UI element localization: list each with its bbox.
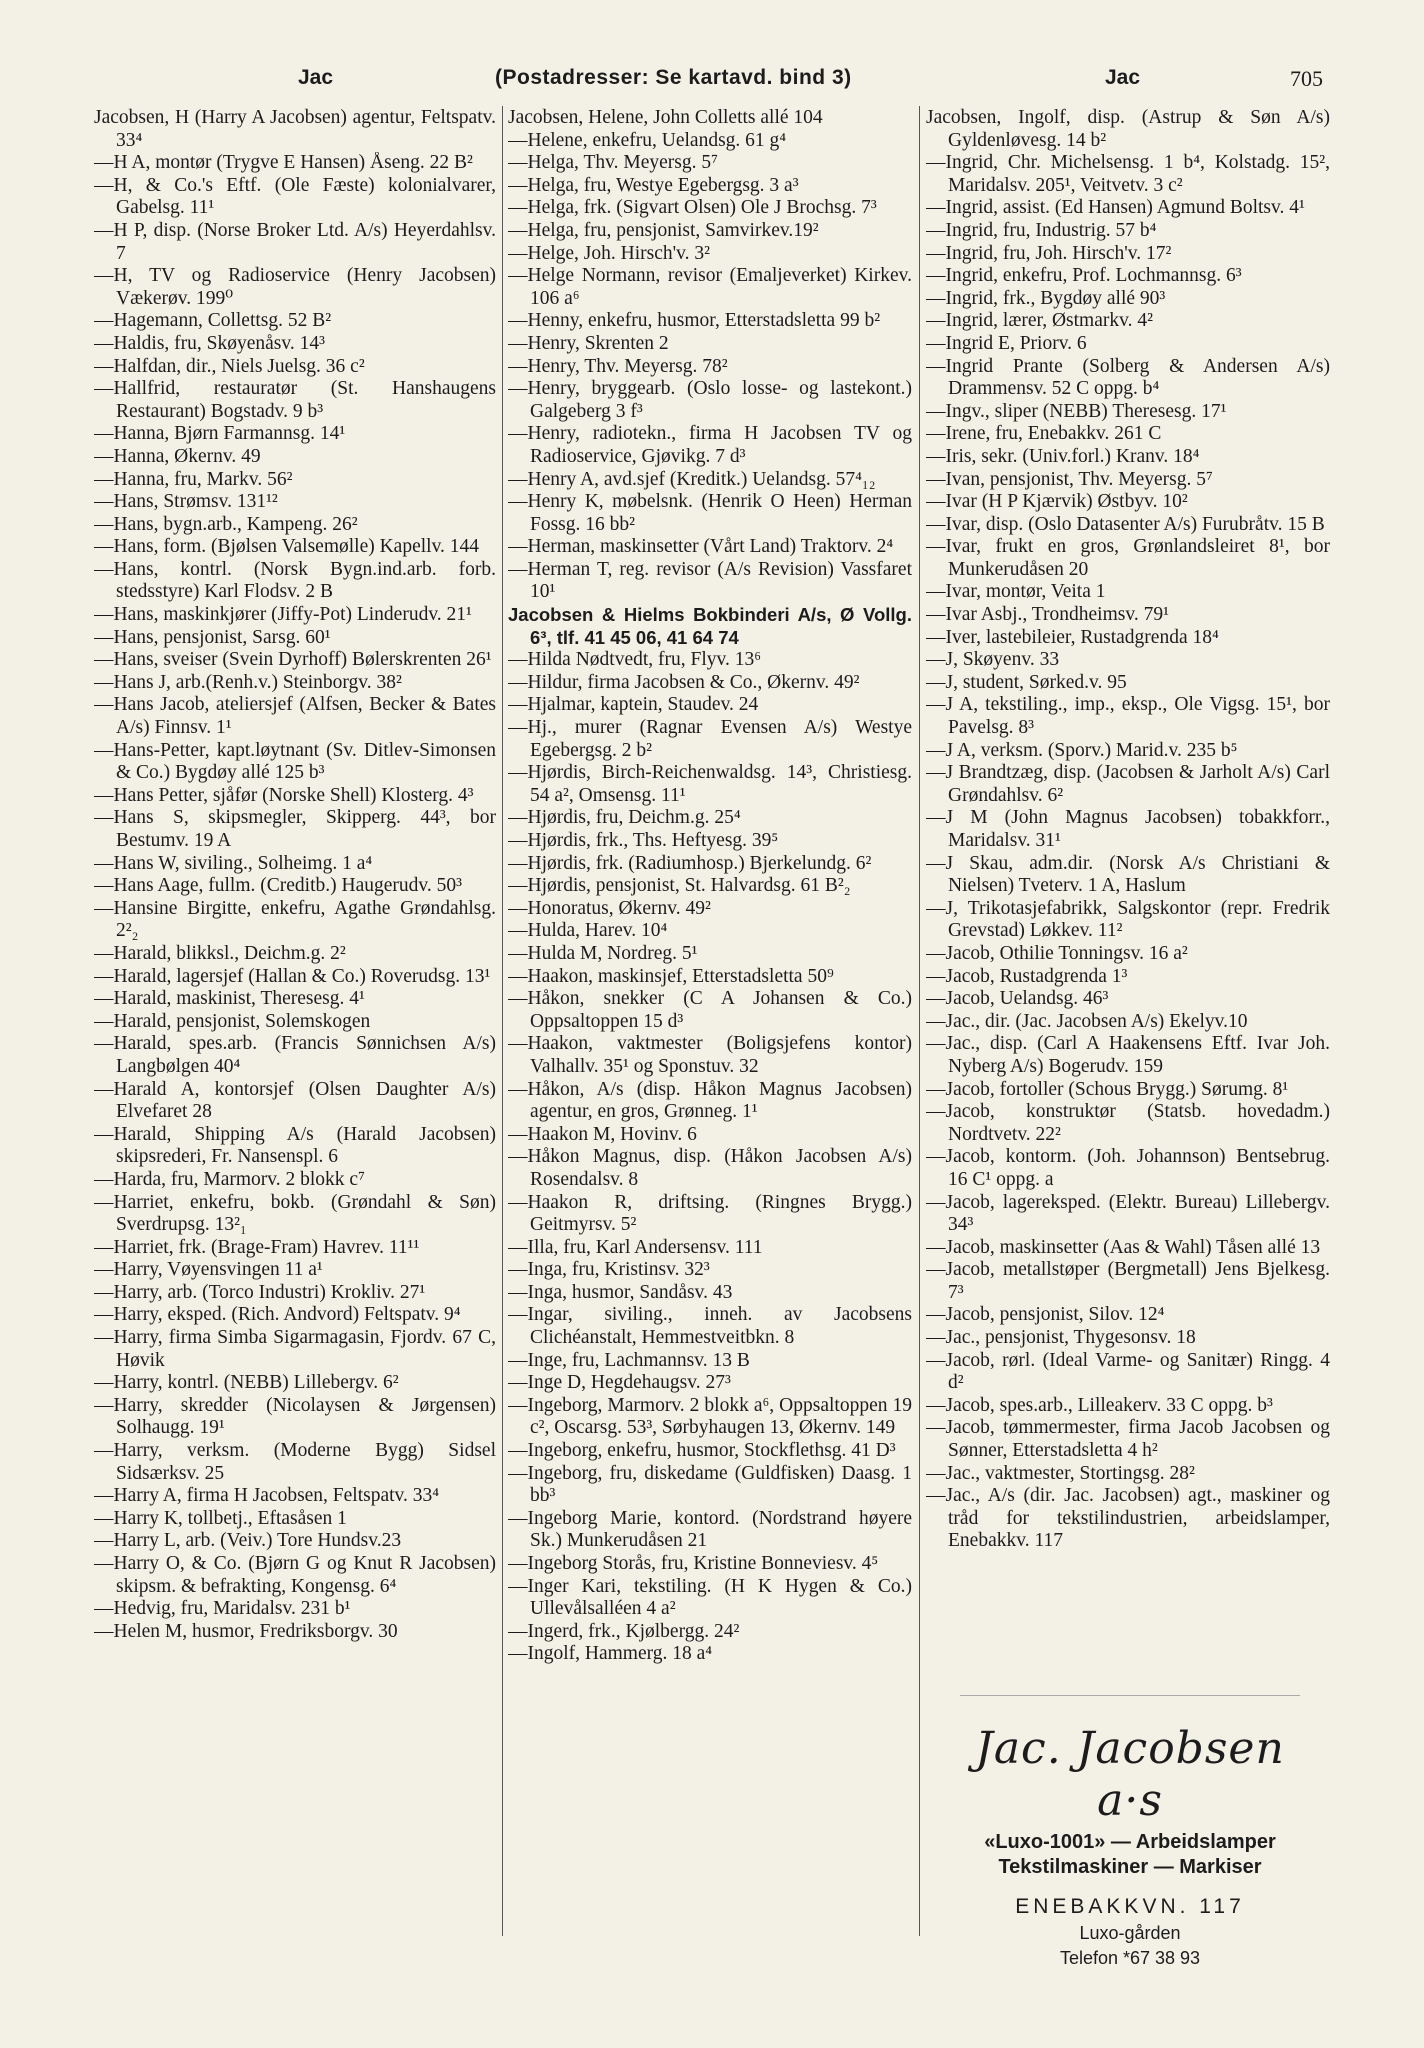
directory-entry: —Jacob, Uelandsg. 46³ (926, 988, 1109, 1010)
directory-entry: —Jacob, lagereksped. (Elektr. Bureau) Lillebergv. 34³ (926, 1191, 1330, 1236)
directory-entry: —Ivan, pensjonist, Thv. Meyersg. 5⁷ (926, 468, 1213, 490)
directory-entry: —Illa, fru, Karl Andersensv. 111 (508, 1236, 763, 1258)
directory-entry: —Hans, kontrl. (Norsk Bygn.ind.arb. forb. stedsstyre) Karl Flodsv. 2 B (94, 558, 496, 603)
directory-entry: —J, Skøyenv. 33 (926, 649, 1060, 671)
directory-entry: —Haakon, maskinsjef, Etterstadsletta 50⁹ (508, 965, 834, 987)
directory-entry: —Jac., A/s (dir. Jac. Jacobsen) agt., maskiner og tråd for tekstilindustrien, arbeidslamper, Enebakkv. 117 (926, 1485, 1330, 1552)
directory-entry: —Hans, maskinkjører (Jiffy-Pot) Linderudv. 21¹ (94, 604, 472, 626)
directory-entry: —Harald, lagersjef (Hallan & Co.) Roverudsg. 13¹ (94, 965, 491, 987)
directory-entry: —Jac., vaktmester, Stortingsg. 28² (926, 1462, 1195, 1484)
directory-entry: —Ingrid, enkefru, Prof. Lochmannsg. 6³ (926, 265, 1242, 287)
directory-entry: —Jacob, pensjonist, Silov. 12⁴ (926, 1304, 1165, 1326)
directory-entry: —Hans S, skipsmegler, Skipperg. 44³, bor Bestumv. 19 A (94, 807, 496, 851)
directory-entry: —Hjørdis, frk., Ths. Heftyesg. 39⁵ (508, 830, 779, 851)
directory-entry: —Helge Normann, revisor (Emaljeverket) Kirkev. 106 a⁶ (508, 265, 912, 309)
directory-entry: —Helga, fru, pensjonist, Samvirkev.19² (508, 219, 819, 241)
directory-entry: —Hans, bygn.arb., Kampeng. 26² (94, 513, 358, 535)
directory-entry: —Jacob, tømmermester, firma Jacob Jacobsen og Sønner, Etterstadsletta 4 h² (926, 1417, 1330, 1462)
directory-entry: —Henry, bryggearb. (Oslo losse- og lastekont.) Galgeberg 3 f³ (508, 378, 912, 422)
advertisement-phone: Telefon *67 38 93 (1059, 1948, 1201, 1968)
directory-entry: —Inge, fru, Lachmannsv. 13 B (508, 1349, 750, 1371)
directory-entry: —Harald, pensjonist, Solemskogen (94, 1010, 371, 1032)
directory-entry: —Henry A, avd.sjef (Kreditk.) Uelandsg. 57⁴₁₂ (508, 468, 876, 490)
directory-entry: —Jac., dir. (Jac. Jacobsen A/s) Ekelyv.10 (926, 1010, 1248, 1032)
directory-entry: —Hjørdis, frk. (Radiumhosp.) Bjerkelundg. 6² (508, 852, 872, 874)
directory-entry: —Jac., disp. (Carl A Haakensens Eftf. Ivar Joh. Nyberg A/s) Bogerudv. 159 (926, 1033, 1330, 1077)
directory-entry: —Ingrid, fru, Industrig. 57 b⁴ (926, 219, 1157, 241)
directory-entry: —H, TV og Radioservice (Henry Jacobsen) Vækerøv. 199⁰ (94, 265, 496, 309)
directory-entry: —Ingrid Prante (Solberg & Andersen A/s) Drammensv. 52 C oppg. b⁴ (926, 355, 1330, 400)
directory-entry: Jacobsen, H (Harry A Jacobsen) agentur, Feltspatv. 33⁴ (94, 107, 496, 151)
directory-entry: —Jacob, kontorm. (Joh. Johannson) Bentsebrug. 16 C¹ oppg. a (926, 1146, 1330, 1190)
directory-entry: —Harriet, enkefru, bokb. (Grøndahl & Søn) Sverdrupsg. 13²₁ (94, 1191, 496, 1236)
directory-entry: —Jacob, konstruktør (Statsb. hovedadm.) Nordtvetv. 22² (926, 1101, 1330, 1145)
directory-entry: —Hanna, fru, Markv. 56² (94, 468, 293, 490)
directory-entry: —Hulda M, Nordreg. 5¹ (508, 942, 698, 964)
directory-entry: —Ingeborg, fru, diskedame (Guldfisken) Daasg. 1 bb³ (508, 1462, 912, 1507)
directory-entry: —Iver, lastebileier, Rustadgrenda 18⁴ (926, 626, 1219, 648)
directory-entry: —Henry, radiotekn., firma H Jacobsen TV og Radioservice, Gjøvikg. 7 d³ (508, 423, 912, 467)
directory-entry: —Helga, fru, Westye Egebergsg. 3 a³ (508, 174, 799, 196)
directory-entry: —Hans, Strømsv. 131¹² (94, 491, 278, 513)
advertisement-product-line-2: Tekstilmaskiner — Markiser (998, 1856, 1262, 1878)
advertisement-product-line: «Luxo-1001» — Arbeidslamper (984, 1831, 1276, 1853)
directory-entry: —Ingv., sliper (NEBB) Theresesg. 17¹ (926, 400, 1227, 422)
directory-entry: —Hanna, Økernv. 49 (94, 445, 261, 467)
directory-entry: —Jacob, fortoller (Schous Brygg.) Sørumg. 8¹ (926, 1078, 1289, 1100)
directory-entry: —Hanna, Bjørn Farmannsg. 14¹ (94, 423, 346, 445)
directory-entry: —Harald, blikksl., Deichm.g. 2² (94, 942, 346, 964)
directory-entry: —Håkon, A/s (disp. Håkon Magnus Jacobsen) agentur, en gros, Grønneg. 1¹ (508, 1078, 912, 1123)
directory-entry: —Hulda, Harev. 10⁴ (508, 920, 668, 942)
directory-entry: —Harry, kontrl. (NEBB) Lillebergv. 6² (94, 1372, 399, 1394)
directory-entry: —Harda, fru, Marmorv. 2 blokk c⁷ (94, 1168, 365, 1190)
directory-entry: —Henry K, møbelsnk. (Henrik O Heen) Herman Fossg. 16 bb² (508, 491, 912, 535)
directory-entry: Jacobsen, Ingolf, disp. (Astrup & Søn A/s) Gyldenløvesg. 14 b² (926, 107, 1330, 151)
directory-entry: —Hansine Birgitte, enkefru, Agathe Grøndahlsg. 2²₂ (94, 897, 496, 942)
directory-entry: —Harry A, firma H Jacobsen, Feltspatv. 33⁴ (94, 1485, 440, 1507)
column-divider (502, 106, 503, 1936)
directory-entry: —Harry O, & Co. (Bjørn G og Knut R Jacobsen) skipsm. & befrakting, Kongensg. 6⁴ (94, 1553, 496, 1597)
directory-entry: —Ingrid E, Priorv. 6 (926, 332, 1087, 354)
directory-entry: —Jacob, maskinsetter (Aas & Wahl) Tåsen allé 13 (926, 1236, 1321, 1258)
directory-entry: —Håkon Magnus, disp. (Håkon Jacobsen A/s) Rosendalsv. 8 (508, 1146, 912, 1190)
directory-entry: —J A, verksm. (Sporv.) Marid.v. 235 b⁵ (926, 739, 1238, 761)
directory-entry: —Helge, Joh. Hirsch'v. 3² (508, 242, 710, 264)
directory-entry: —Håkon, snekker (C A Johansen & Co.) Oppsaltoppen 15 d³ (508, 988, 912, 1032)
directory-entry: —Harald, Shipping A/s (Harald Jacobsen) skipsrederi, Fr. Nansenspl. 6 (94, 1123, 496, 1168)
directory-entry: —Harry, skredder (Nicolaysen & Jørgensen) Solhaugg. 19¹ (94, 1394, 496, 1439)
advertisement-divider (960, 1695, 1300, 1696)
directory-entry: Jacobsen & Hielms Bokbinderi A/s, Ø Vollg. 6³, tlf. 41 45 06, 41 64 74 (508, 604, 912, 648)
directory-entry: —Inga, fru, Kristinsv. 32³ (508, 1259, 710, 1281)
directory-column-2 (508, 107, 912, 1937)
directory-entry: —Harald A, kontorsjef (Olsen Daughter A/s) Elvefaret 28 (94, 1078, 496, 1123)
directory-entry: —Jacob, rørl. (Ideal Varme- og Sanitær) Ringg. 4 d² (926, 1349, 1330, 1394)
directory-entry: —Hjørdis, Birch-Reichenwaldsg. 14³, Christiesg. 54 a², Omsensg. 11¹ (508, 762, 912, 806)
directory-entry: —Henny, enkefru, husmor, Etterstadsletta 99 b² (508, 310, 881, 332)
directory-entry: —Harry, eksped. (Rich. Andvord) Feltspatv. 9⁴ (94, 1304, 461, 1326)
page-header (0, 66, 1424, 106)
directory-entry: —Hans, form. (Bjølsen Valsemølle) Kapellv. 144 (94, 536, 480, 558)
directory-entry: —Hilda Nødtvedt, fru, Flyv. 13⁶ (508, 649, 762, 671)
page-number: 705 (1290, 66, 1323, 91)
directory-entry: —Harry, verksm. (Moderne Bygg) Sidsel Sidsærksv. 25 (94, 1440, 496, 1484)
directory-entry: —Hjørdis, pensjonist, St. Halvardsg. 61 B²₂ (508, 875, 851, 897)
directory-entry: —Ingrid, frk., Bygdøy allé 90³ (926, 287, 1166, 309)
directory-entry: —Hans Aage, fullm. (Creditb.) Haugerudv. 50³ (94, 875, 462, 897)
directory-entry: Jacobsen, Helene, John Colletts allé 104 (508, 107, 823, 128)
directory-entry: —Harry, arb. (Torco Industri) Krokliv. 27¹ (94, 1281, 426, 1303)
advertisement-logo: Jac. Jacobsen a·s (975, 1723, 1285, 1826)
directory-entry: —Ivar, montør, Veita 1 (926, 581, 1106, 603)
directory-entry: —Haakon R, driftsing. (Ringnes Brygg.) Geitmyrsv. 5² (508, 1191, 912, 1236)
directory-entry: —Helen M, husmor, Fredriksborgv. 30 (94, 1620, 398, 1642)
directory-entry: —Hans, sveiser (Svein Dyrhoff) Bølerskrenten 26¹ (94, 649, 492, 671)
directory-entry: —Jac., pensjonist, Thygesonsv. 18 (926, 1327, 1196, 1349)
header-postal-note: (Postadresser: Se kartavd. bind 3) (495, 66, 852, 89)
directory-entry: —J M (John Magnus Jacobsen) tobakkforr., Maridalsv. 31¹ (926, 807, 1330, 851)
directory-entry: —Haakon, vaktmester (Boligsjefens kontor) Valhallv. 35¹ og Sponstuv. 32 (508, 1033, 912, 1077)
directory-entry: —Hans-Petter, kapt.løytnant (Sv. Ditlev-Simonsen & Co.) Bygdøy allé 125 b³ (94, 739, 496, 784)
directory-entry: —J Skau, adm.dir. (Norsk A/s Christiani & Nielsen) Tveterv. 1 A, Haslum (926, 852, 1330, 897)
directory-entry: —Iris, sekr. (Univ.forl.) Kranv. 18⁴ (926, 445, 1200, 467)
directory-entry: —Hans J, arb.(Renh.v.) Steinborgv. 38² (94, 671, 402, 693)
directory-entry: —H, & Co.'s Eftf. (Ole Fæste) kolonialvarer, Gabelsg. 11¹ (94, 174, 496, 219)
directory-entry: —Ingrid, lærer, Østmarkv. 4² (926, 310, 1153, 332)
directory-entry: —Honoratus, Økernv. 49² (508, 897, 711, 919)
directory-entry: —Ingrid, assist. (Ed Hansen) Agmund Boltsv. 4¹ (926, 197, 1305, 219)
advertisement-address: ENEBAKKVN. 117 (1015, 1895, 1245, 1918)
directory-entry: —Helga, frk. (Sigvart Olsen) Ole J Brochsg. 7³ (508, 197, 877, 219)
directory-entry: —Ingar, siviling., inneh. av Jacobsens Clichéanstalt, Hemmestveitbkn. 8 (508, 1304, 912, 1349)
directory-entry: —Hjørdis, fru, Deichm.g. 25⁴ (508, 807, 741, 829)
directory-entry: —Ivar, frukt en gros, Grønlandsleiret 8¹, bor Munkerudåsen 20 (926, 536, 1330, 580)
directory-entry: —Harriet, frk. (Brage-Fram) Havrev. 11¹¹ (94, 1236, 420, 1258)
directory-entry: —Inga, husmor, Sandåsv. 43 (508, 1281, 733, 1303)
directory-entry: —H P, disp. (Norse Broker Ltd. A/s) Heyerdahlsv. 7 (94, 219, 496, 264)
directory-entry: —Inge D, Hegdehaugsv. 27³ (508, 1372, 731, 1394)
directory-entry: —Ingeborg, Marmorv. 2 blokk a⁶, Oppsaltoppen 19 c², Oscarsg. 53³, Sørbyhaugen 13, Økernv. 149 (508, 1394, 912, 1439)
directory-entry: —Hildur, firma Jacobsen & Co., Økernv. 49² (508, 671, 860, 693)
directory-entry: —Ingeborg Marie, kontord. (Nordstrand høyere Sk.) Munkerudåsen 21 (508, 1507, 912, 1552)
directory-entry: —Irene, fru, Enebakkv. 261 C (926, 423, 1162, 445)
directory-entry: —Hedvig, fru, Maridalsv. 231 b¹ (94, 1598, 351, 1620)
advertisement (935, 1715, 1325, 1968)
directory-entry: —Ingolf, Hammerg. 18 a⁴ (508, 1643, 713, 1665)
advertisement-place: Luxo-gården (1079, 1923, 1181, 1943)
directory-entry: —Hans, pensjonist, Sarsg. 60¹ (94, 626, 331, 648)
directory-entry: —Harald, maskinist, Theresesg. 4¹ (94, 988, 365, 1010)
directory-entry: —Henry, Thv. Meyersg. 78² (508, 355, 728, 377)
directory-entry: —Hans Petter, sjåfør (Norske Shell) Klosterg. 4³ (94, 784, 474, 806)
directory-entry: —Hagemann, Collettsg. 52 B² (94, 310, 332, 332)
directory-entry: —Haakon M, Hovinv. 6 (508, 1123, 697, 1145)
directory-entry: —Ingrid, Chr. Michelsensg. 1 b⁴, Kolstadg. 15², Maridalsv. 205¹, Veitvetv. 3 c² (926, 152, 1330, 196)
directory-entry: —J, student, Sørked.v. 95 (926, 671, 1127, 693)
directory-entry: —Ivar (H P Kjærvik) Østbyv. 10² (926, 491, 1188, 513)
directory-entry: —Ingerd, frk., Kjølbergg. 24² (508, 1620, 740, 1642)
directory-entry: —Herman, maskinsetter (Vårt Land) Traktorv. 2⁴ (508, 536, 894, 558)
directory-entry: —Hans W, siviling., Solheimg. 1 a⁴ (94, 852, 373, 874)
directory-entry: —Jacob, spes.arb., Lilleakerv. 33 C oppg. b³ (926, 1394, 1273, 1416)
directory-entry: —Helga, Thv. Meyersg. 5⁷ (508, 152, 718, 174)
directory-column-1 (94, 107, 496, 1937)
column-divider (919, 106, 920, 1936)
directory-entry: —Harry, firma Simba Sigarmagasin, Fjordv. 67 C, Høvik (94, 1327, 496, 1371)
directory-column-3 (926, 107, 1330, 1937)
directory-entry: —J Brandtzæg, disp. (Jacobsen & Jarholt A/s) Carl Grøndahlsv. 6² (926, 762, 1330, 806)
directory-entry: —Jacob, metallstøper (Bergmetall) Jens Bjelkesg. 7³ (926, 1259, 1330, 1303)
directory-entry: —Herman T, reg. revisor (A/s Revision) Vassfaret 10¹ (508, 558, 912, 603)
directory-entry: —Harry, Vøyensvingen 11 a¹ (94, 1259, 323, 1281)
directory-entry: —Hallfrid, restauratør (St. Hanshaugens Restaurant) Bogstadv. 9 b³ (94, 378, 496, 422)
directory-entry: —Ingeborg Storås, fru, Kristine Bonneviesv. 4⁵ (508, 1553, 879, 1574)
directory-entry: —Jacob, Rustadgrenda 1³ (926, 965, 1128, 987)
directory-entry: —Henry, Skrenten 2 (508, 332, 669, 354)
header-left-keyword: Jac (298, 66, 334, 89)
directory-entry: —H A, montør (Trygve E Hansen) Åseng. 22 B² (94, 152, 473, 174)
directory-entry: —Jacob, Othilie Tonningsv. 16 a² (926, 942, 1188, 964)
directory-entry: —Ingeborg, enkefru, husmor, Stockflethsg. 41 D³ (508, 1440, 896, 1462)
directory-entry: —Helene, enkefru, Uelandsg. 61 g⁴ (508, 129, 787, 151)
directory-entry: —Hj., murer (Ragnar Evensen A/s) Westye Egebergsg. 2 b² (508, 717, 912, 761)
directory-entry: —Ivar, disp. (Oslo Datasenter A/s) Furubråtv. 15 B (926, 513, 1325, 535)
directory-entry: —Harry K, tollbetj., Eftasåsen 1 (94, 1507, 347, 1529)
directory-entry: —Harry L, arb. (Veiv.) Tore Hundsv.23 (94, 1530, 402, 1552)
header-right-keyword: Jac (1105, 66, 1141, 89)
directory-entry: —Ivar Asbj., Trondheimsv. 79¹ (926, 604, 1169, 626)
directory-entry: —Ingrid, fru, Joh. Hirsch'v. 17² (926, 242, 1172, 264)
directory-entry: —Halfdan, dir., Niels Juelsg. 36 c² (94, 355, 365, 377)
directory-entry: —J, Trikotasjefabrikk, Salgskontor (repr. Fredrik Grevstad) Løkkev. 11² (926, 897, 1330, 942)
directory-entry: —Hjalmar, kaptein, Staudev. 24 (508, 694, 759, 716)
directory-entry: —Hans Jacob, ateliersjef (Alfsen, Becker & Bates A/s) Finnsv. 1¹ (94, 694, 496, 739)
directory-entry: —Inger Kari, tekstiling. (H K Hygen & Co.) Ullevålsalléen 4 a² (508, 1575, 912, 1620)
directory-entry: —Harald, spes.arb. (Francis Sønnichsen A/s) Langbølgen 40⁴ (94, 1033, 496, 1077)
directory-entry: —J A, tekstiling., imp., eksp., Ole Vigsg. 15¹, bor Pavelsg. 8³ (926, 694, 1330, 739)
directory-entry: —Haldis, fru, Skøyenåsv. 14³ (94, 332, 325, 354)
